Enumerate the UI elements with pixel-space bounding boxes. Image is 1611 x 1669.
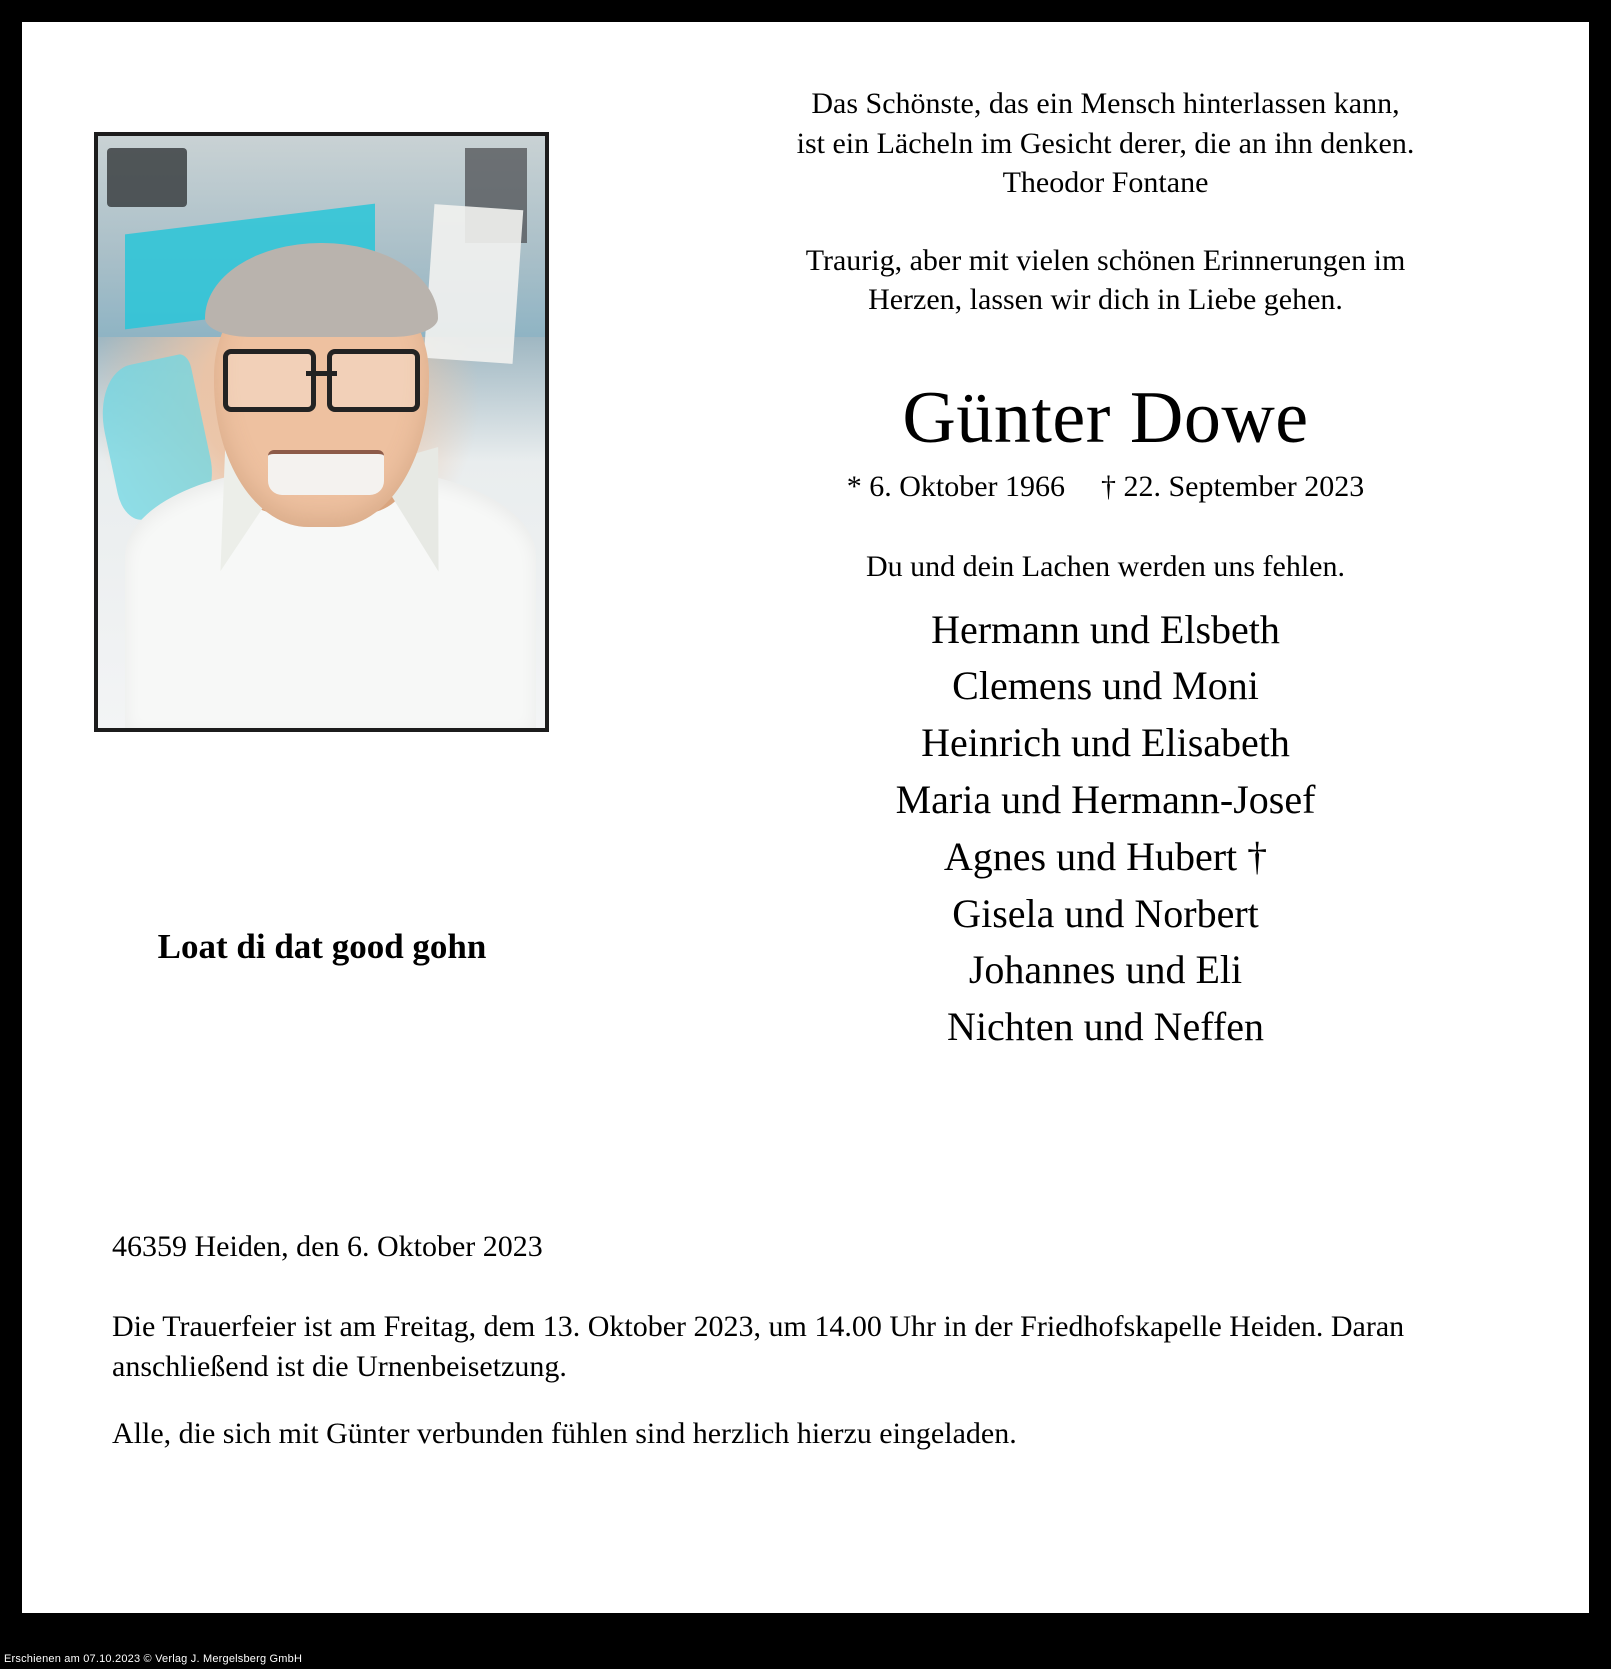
place-and-date: 46359 Heiden, den 6. Oktober 2023 xyxy=(112,1230,543,1263)
list-item: Nichten und Neffen xyxy=(947,1004,1264,1050)
birth-date: * 6. Oktober 1966 xyxy=(846,469,1065,503)
portrait-decor-white xyxy=(424,204,524,364)
quote-line-1: Das Schönste, das ein Mensch hinterlassen kann, xyxy=(811,87,1400,120)
list-item: Heinrich und Elisabeth xyxy=(921,720,1290,766)
portrait-smile xyxy=(268,450,384,495)
glasses-icon xyxy=(223,349,420,402)
mourners-list xyxy=(622,602,1589,1056)
portrait-photo xyxy=(94,132,549,732)
list-item: Maria und Hermann-Josef xyxy=(895,777,1316,823)
list-item: Johannes und Eli xyxy=(968,947,1243,993)
message-line-2: Herzen, lassen wir dich in Liebe gehen. xyxy=(868,283,1343,317)
quote-author: Theodor Fontane xyxy=(1002,166,1209,200)
list-item: Hermann und Elsbeth xyxy=(931,606,1280,652)
obituary-card xyxy=(22,22,1589,1613)
glasses-lens-right xyxy=(327,349,420,412)
invitation-text: Alle, die sich mit Günter verbunden fühlen sind herzlich hierzu eingeladen. xyxy=(112,1416,1017,1450)
death-date: † 22. September 2023 xyxy=(1101,469,1365,503)
message-block xyxy=(622,241,1589,320)
glasses-bridge xyxy=(306,371,337,376)
life-dates xyxy=(622,470,1589,504)
message-line-1: Traurig, aber mit vielen schönen Erinnerungen im xyxy=(805,243,1406,277)
quote-line-2: ist ein Lächeln im Gesicht derer, die an ihn denken. xyxy=(796,126,1415,160)
list-item: Agnes und Hubert † xyxy=(943,833,1268,879)
portrait-image xyxy=(98,136,545,728)
dialect-caption: Loat di dat good gohn xyxy=(157,927,487,966)
portrait-decor-dark-left xyxy=(107,148,187,207)
imprint-text: Erschienen am 07.10.2023 © Verlag J. Mergelsberg GmbH xyxy=(4,1653,303,1665)
quote-block xyxy=(622,84,1589,203)
deceased-name: Günter Dowe xyxy=(902,376,1309,459)
farewell-text: Du und dein Lachen werden uns fehlen. xyxy=(865,549,1345,583)
list-item: Gisela und Norbert xyxy=(952,890,1259,936)
glasses-lens-left xyxy=(223,349,316,412)
list-item: Clemens und Moni xyxy=(952,663,1259,709)
footer-block xyxy=(112,1227,1519,1480)
ceremony-details: Die Trauerfeier ist am Freitag, dem 13. Oktober 2023, um 14.00 Uhr in der Friedhofskapelle Heiden. Daran anschließend ist die Urnenbeisetzung. xyxy=(112,1310,1405,1384)
